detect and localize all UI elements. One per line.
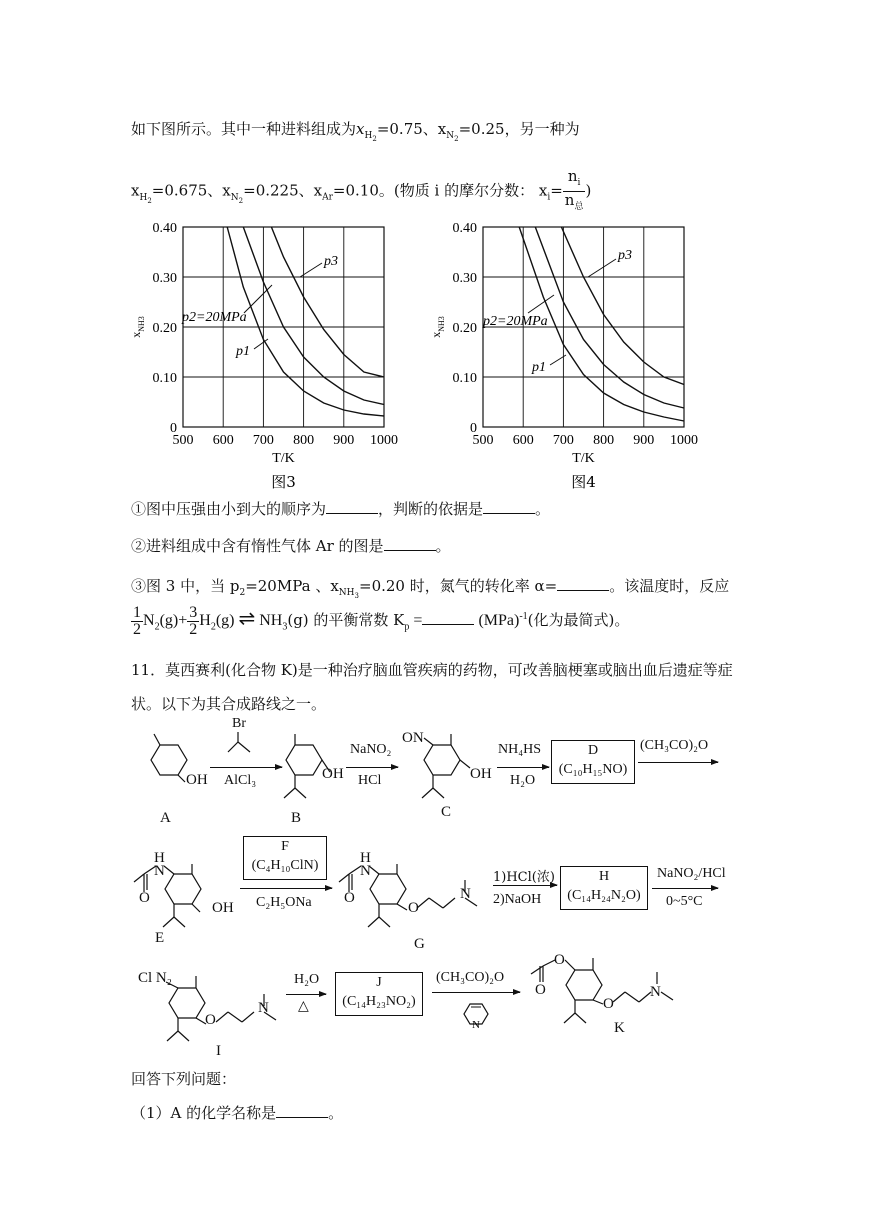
reaction-arrow xyxy=(240,888,332,889)
sub-nh: NH xyxy=(338,588,355,598)
q1-text: ①图中压强由小到大的顺序为 xyxy=(131,500,327,518)
y-axis-label: $x_{NH3}$ xyxy=(129,316,146,338)
n2: N xyxy=(143,612,155,630)
q1-end: 。 xyxy=(328,1104,344,1122)
label-k: K xyxy=(614,1020,625,1036)
series-line-p1 xyxy=(227,227,384,416)
y-tick-label: 0.30 xyxy=(452,271,477,286)
reagent-ac2o: (CH₃CO)₂O xyxy=(640,738,709,753)
answer-blank[interactable] xyxy=(557,576,609,591)
chart-caption: 图3 xyxy=(271,473,296,491)
y-tick-label: 0 xyxy=(170,421,177,436)
x-tick-label: 600 xyxy=(212,433,234,448)
g3: (g) 的平衡常数 K xyxy=(287,611,405,630)
reaction-arrow xyxy=(210,767,282,768)
q2-end: 。 xyxy=(435,537,451,555)
frac-num: 3 xyxy=(189,604,198,621)
q1-end: 。 xyxy=(535,500,551,518)
answer-blank[interactable] xyxy=(384,536,436,551)
exp: -1 xyxy=(519,610,528,622)
series-label: p2=20MPa xyxy=(483,314,548,329)
intro-line-2 xyxy=(131,168,591,215)
y-tick-label: 0.10 xyxy=(152,371,177,386)
answer-blank[interactable] xyxy=(326,499,378,514)
label-h: H xyxy=(154,850,165,866)
coef-half xyxy=(131,605,143,638)
q3-text-b: =20MPa 、x xyxy=(245,577,339,595)
label-oh: OH xyxy=(470,766,492,782)
reaction-arrow xyxy=(286,994,326,995)
y-axis-label: $x_{NH3}$ xyxy=(429,316,446,338)
sub-3: 3 xyxy=(354,591,359,600)
compound-j-name: J xyxy=(376,975,382,990)
label-n: N xyxy=(460,886,471,902)
label-o: O xyxy=(205,1012,216,1028)
sub-2b: 2 xyxy=(454,134,459,143)
unit: (MPa) xyxy=(478,612,520,630)
label-i: I xyxy=(216,1043,221,1059)
label-cl-n2: Cl N₂ xyxy=(138,970,172,986)
label-oh: OH xyxy=(212,900,234,916)
x-tick-label: 700 xyxy=(552,433,574,448)
nh3: NH xyxy=(259,612,283,630)
sub-h: H xyxy=(364,131,373,141)
var-x: x xyxy=(356,120,365,138)
svg-text:N: N xyxy=(472,1019,480,1030)
x-tick-label: 900 xyxy=(333,433,355,448)
label-o: O xyxy=(554,952,565,968)
frac-den-sub: 总 xyxy=(574,202,584,212)
series-line-p220mpa xyxy=(243,227,384,405)
label-oh: OH xyxy=(186,772,208,788)
q1-text-b: ，判断的依据是 xyxy=(378,500,484,518)
x-tick-label: 500 xyxy=(472,433,494,448)
reagent-h2o: H₂O xyxy=(294,972,320,987)
x-tick-label: 800 xyxy=(593,433,615,448)
x-tick-label: 600 xyxy=(512,433,534,448)
var-x: x xyxy=(131,181,140,200)
sub-2: 2 xyxy=(239,588,246,598)
equilibrium-equation xyxy=(131,605,629,638)
frac-num: n xyxy=(567,167,578,185)
q3-text: ③图 3 中，当 p xyxy=(131,577,240,595)
y-tick-label: 0.20 xyxy=(152,321,177,336)
label-n: N xyxy=(360,863,371,879)
label-on: ON xyxy=(402,730,424,746)
isopropyl-bromide xyxy=(224,728,264,758)
answer-blank[interactable] xyxy=(276,1103,328,1118)
sub-p: p xyxy=(404,621,410,633)
label-g: G xyxy=(414,936,425,952)
q3-text-c: =0.20 时，氮气的转化率 α= xyxy=(359,577,558,595)
annotation-leader xyxy=(588,259,616,277)
heat-symbol: △ xyxy=(298,999,309,1014)
answer-blank[interactable] xyxy=(422,610,474,625)
frac-den: 2 xyxy=(189,621,198,638)
compound-d-name: D xyxy=(587,743,599,758)
frac-den: 2 xyxy=(133,621,141,638)
reagent-br: Br xyxy=(232,716,246,731)
sub-n: N xyxy=(230,192,239,203)
label-n: N xyxy=(154,863,165,879)
frac-den: n xyxy=(564,191,575,209)
g1: (g)+ xyxy=(159,612,188,630)
chart-caption: 图4 xyxy=(571,473,596,491)
val-1: =0.675、x xyxy=(151,181,231,200)
reaction-arrow xyxy=(638,762,718,763)
annotation-leader xyxy=(528,295,554,313)
label-o: O xyxy=(344,890,355,906)
reaction-arrow xyxy=(652,888,718,889)
h2: H xyxy=(199,612,211,630)
series-label: p1 xyxy=(532,360,546,375)
sub-3: 3 xyxy=(282,621,288,633)
reagent-h2o: H₂O xyxy=(510,773,536,788)
x-tick-label: 700 xyxy=(252,433,274,448)
reagent-alcl3: AlCl₃ xyxy=(224,773,257,788)
label-n: N xyxy=(650,984,661,1000)
series-line-p3 xyxy=(271,227,384,377)
x-axis-label: T/K xyxy=(572,451,595,466)
sub-h: H xyxy=(139,192,148,203)
answer-blank[interactable] xyxy=(483,499,535,514)
sub-n: N xyxy=(446,131,455,141)
series-line-p220mpa xyxy=(535,227,684,408)
intro-suffix: ，另一种为 xyxy=(504,120,580,138)
sub-2b: 2 xyxy=(238,196,244,205)
note: (化为最简式)。 xyxy=(527,611,630,630)
val-3: =0.10 xyxy=(332,181,379,200)
reagent-ac2o: (CH₃CO)₂O xyxy=(436,970,505,985)
q1-text: （1）A 的化学名称是 xyxy=(131,1104,277,1122)
g2: (g) xyxy=(215,612,235,630)
compound-d-box xyxy=(551,740,635,784)
frac-num: 1 xyxy=(133,604,141,621)
label-n: N xyxy=(258,1000,269,1016)
sub-2: 2 xyxy=(372,134,377,143)
reagent-nano2-hcl: NaNO₂/HCl xyxy=(657,866,726,881)
series-label: p3 xyxy=(618,248,632,263)
x-tick-label: 1000 xyxy=(370,433,398,448)
frac-num-sub: i xyxy=(577,178,581,188)
mole-fraction xyxy=(563,168,586,215)
sub-2: 2 xyxy=(154,621,160,633)
note: 。(物质 i 的摩尔分数： xyxy=(378,181,535,200)
reaction-arrow xyxy=(493,885,557,886)
val-1: =0.75、x xyxy=(376,120,447,138)
y-tick-label: 0.10 xyxy=(452,371,477,386)
label-o: O xyxy=(139,890,150,906)
reagent-etona: C₂H₅ONa xyxy=(256,895,312,910)
label-e: E xyxy=(155,930,165,946)
x-tick-label: 500 xyxy=(172,433,194,448)
structure-k xyxy=(525,950,695,1035)
series-label: p3 xyxy=(324,254,338,269)
reaction-arrow xyxy=(432,992,520,993)
x-tick-label: 900 xyxy=(633,433,655,448)
label-o: O xyxy=(603,996,614,1012)
series-label: p2=20MPa xyxy=(182,310,247,325)
sub-2: 2 xyxy=(210,621,216,633)
x-tick-label: 1000 xyxy=(670,433,698,448)
label-o: O xyxy=(535,982,546,998)
var-xi: x xyxy=(538,181,548,200)
compound-f-name: F xyxy=(281,839,289,854)
label-h: H xyxy=(360,850,371,866)
eq-sign: = xyxy=(550,181,563,200)
question-2 xyxy=(131,535,451,556)
y-tick-label: 0.30 xyxy=(152,271,177,286)
equilibrium-arrow: ⇌ xyxy=(238,608,256,631)
answer-prompt: 回答下列问题： xyxy=(131,1070,237,1088)
reagent-hcl-conc: 1)HCl(浓) xyxy=(493,870,555,885)
y-tick-label: 0.40 xyxy=(452,221,477,236)
pyridine-icon xyxy=(462,998,492,1030)
problem-11-line-2: 状。以下为其合成路线之一。 xyxy=(131,695,327,713)
sub-i: i xyxy=(547,192,551,203)
reagent-naoh: 2)NaOH xyxy=(493,892,542,907)
intro-text: 如下图所示。其中一种进料组成为 xyxy=(131,120,357,138)
chart-figure-3 xyxy=(126,215,416,505)
close-paren: ) xyxy=(585,181,592,200)
question-1 xyxy=(131,498,550,519)
label-a: A xyxy=(160,810,171,826)
series-label: p1 xyxy=(236,344,250,359)
compound-f-box xyxy=(243,836,327,880)
compound-f-formula: (C₄H₁₀ClN) xyxy=(251,858,319,873)
y-tick-label: 0.40 xyxy=(152,221,177,236)
compound-d-formula: (C₁₀H₁₅NO) xyxy=(558,762,628,777)
reaction-arrow xyxy=(497,767,549,768)
compound-h-box xyxy=(560,866,648,910)
compound-j-box xyxy=(335,972,423,1016)
label-b: B xyxy=(291,810,302,826)
problem-11-line-1: 11．莫西赛利(化合物 K)是一种治疗脑血管疾病的药物，可改善脑梗塞或脑出血后遗症等症 xyxy=(131,661,733,679)
x-tick-label: 800 xyxy=(293,433,315,448)
label-oh: OH xyxy=(322,766,344,782)
q3-text-d: 。该温度时，反应 xyxy=(609,577,730,595)
sub-2: 2 xyxy=(147,196,152,205)
compound-j-formula: (C₁₄H₂₃NO₂) xyxy=(342,994,416,1009)
sub-ar: Ar xyxy=(322,192,333,203)
val-2: =0.25 xyxy=(458,120,505,138)
compound-h-name: H xyxy=(598,869,610,884)
answer-question-1 xyxy=(131,1102,343,1123)
reaction-arrow xyxy=(346,767,398,768)
reagent-temp: 0~5°C xyxy=(666,894,703,909)
eq-sign: = xyxy=(409,612,423,630)
intro-line-1 xyxy=(131,118,580,143)
reagent-hcl: HCl xyxy=(358,773,382,788)
label-o: O xyxy=(408,900,419,916)
q2-text: ②进料组成中含有惰性气体 Ar 的图是 xyxy=(131,537,384,555)
y-tick-label: 0 xyxy=(470,421,477,436)
reagent-nano2: NaNO₂ xyxy=(350,742,392,757)
chart-figure-4 xyxy=(426,215,716,505)
x-axis-label: T/K xyxy=(272,451,295,466)
label-c: C xyxy=(441,804,452,820)
y-tick-label: 0.20 xyxy=(452,321,477,336)
val-2: =0.225、x xyxy=(243,181,323,200)
compound-h-formula: (C₁₄H₂₄N₂O) xyxy=(567,888,641,903)
reagent-nh4hs: NH₄HS xyxy=(498,742,541,757)
question-3 xyxy=(131,575,729,600)
coef-three-half xyxy=(187,605,199,638)
